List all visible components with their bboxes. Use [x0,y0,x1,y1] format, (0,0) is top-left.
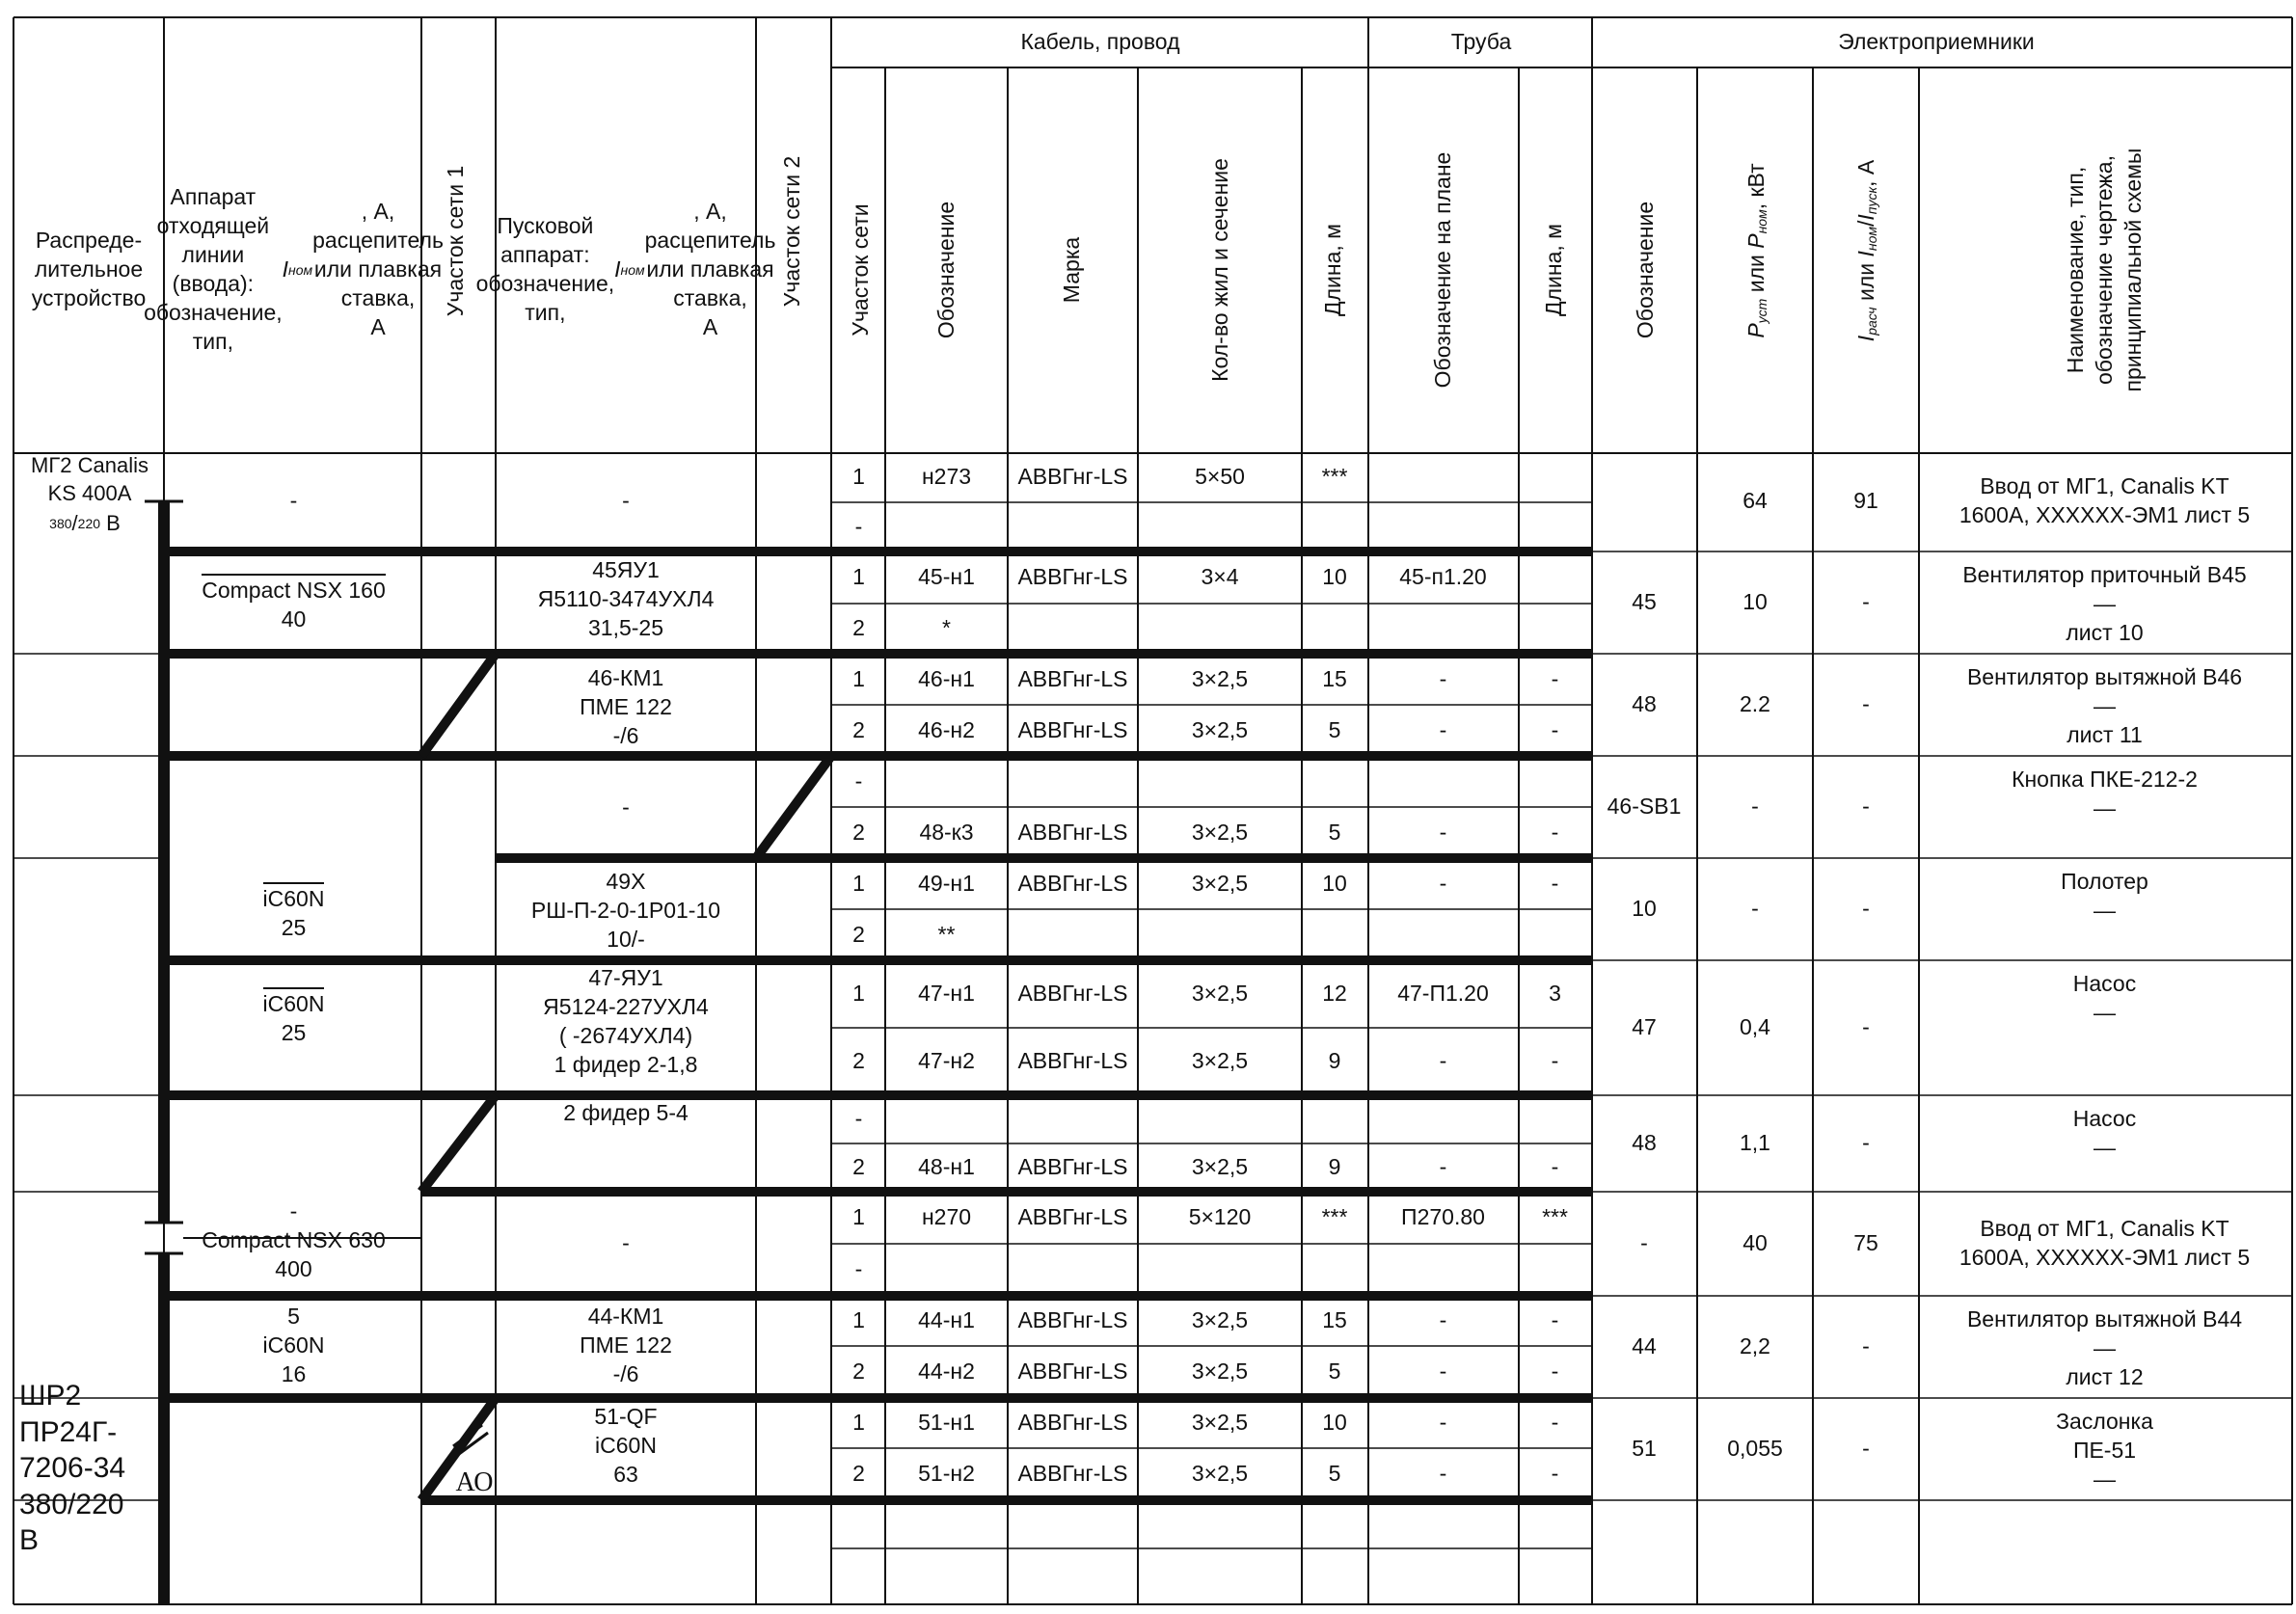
cable-cell-brand [1008,758,1138,805]
cable-cell-pipe-plan: - [1439,665,1447,691]
cable-cell-pipe-plan: - [1439,1154,1447,1180]
receiver-name: Вентилятор вытяжной В46 — лист 11 [1966,664,2243,747]
receiver-current: - [1862,1014,1870,1040]
header-recv-power: $P_{уст}$ или $P_{ном}$, кВт [1743,163,1770,338]
starter-49x: 49X РШ-П-2-0-1Р01-10 10/- [530,869,721,952]
header-cable-section: Участок сети [848,203,874,336]
starter-46-km1: 46-КМ1 ПМЕ 122 -/6 [580,665,672,748]
cable-cell-designation [885,1097,1008,1142]
cable-cell-pipe-plan: - [1439,1048,1447,1074]
cable-cell-designation [885,504,1008,550]
receiver-current: 75 [1853,1230,1878,1256]
cable-cell-designation: 48-к3 [919,819,974,845]
cable-cell-section: 1 [852,665,865,691]
starter-input-mg1: - [622,1230,630,1256]
cable-cell-length: 10 [1322,870,1347,896]
cable-cell-cores: 3×2,5 [1191,1307,1249,1333]
receiver-current: - [1862,896,1870,922]
cable-cell-pipe-length [1519,1550,1591,1595]
cable-cell-pipe-length [1519,1246,1591,1294]
receiver-designation: 48 [1632,1130,1657,1156]
receiver-name: Насос — [2072,1106,2137,1160]
header-pipe-length: Длина, м [1541,224,1567,316]
cable-cell-pipe-plan: П270.80 [1401,1204,1485,1230]
cable-cell-section: 2 [852,819,865,845]
starter-feeder-2: 2 фидер 5-4 [563,1100,689,1125]
receiver-power: 0,4 [1740,1014,1770,1040]
cable-cell-brand: АВВГнг-LS [1017,1358,1128,1385]
cable-cell-cores: 3×2,5 [1191,1461,1249,1487]
cable-cell-brand: АВВГнг-LS [1017,1307,1128,1333]
cable-cell-length: 10 [1322,1410,1347,1436]
cable-cell-pipe-length: - [1551,1048,1559,1074]
cable-cell-brand: АВВГнг-LS [1017,819,1128,845]
receiver-current: - [1862,1436,1870,1462]
cable-cell-cores: 3×2,5 [1191,1410,1249,1436]
header-pipe-group: Труба [1450,29,1512,55]
receiver-designation: 10 [1632,896,1657,922]
cable-cell-pipe-length [1519,453,1591,500]
cable-cell-cores [1138,504,1302,550]
outgoing-device-compact-nsx630: - Compact NSX 630 400 [202,1198,386,1281]
outgoing-device-compact-nsx160: Compact NSX 160 40 [166,559,421,648]
receiver-current: - [1862,1130,1870,1156]
cable-cell-cores [1138,1550,1302,1595]
receiver-current: 91 [1853,488,1878,514]
cable-cell-cores: 3×2,5 [1191,1358,1249,1385]
header-cable-group: Кабель, провод [1020,29,1180,55]
cable-cell-section: - [854,767,863,794]
cable-cell-length [1302,1246,1367,1294]
receiver-designation [1591,455,1697,548]
starter-input-mg2: - [622,488,630,514]
cable-cell-brand: АВВГнг-LS [1017,1048,1128,1074]
receiver-power: 2.2 [1740,691,1770,717]
cable-cell-cores: 5×50 [1195,463,1245,489]
cable-cell-pipe-plan: 47-П1.20 [1397,981,1489,1007]
cable-cell-pipe-plan: - [1439,819,1447,845]
cable-cell-pipe-plan [1367,1097,1519,1142]
cable-cell-cores: 3×2,5 [1191,665,1249,691]
cable-cell-length: 5 [1328,716,1341,742]
cable-cell-designation: 46-н1 [918,665,975,691]
cable-cell-pipe-plan [1367,453,1519,500]
cable-cell-section: 1 [852,1307,865,1333]
receiver-power: 2,2 [1740,1333,1770,1359]
cable-cell-cores [1138,758,1302,805]
cable-cell-length [1302,605,1367,652]
cable-cell-pipe-plan [1367,1246,1519,1294]
header-recv-designation: Обозначение [1633,201,1659,339]
starter-45yau1: 45ЯУ1 Я5110-3474УХЛ4 31,5-25 [537,557,715,640]
header-cable-brand: Марка [1059,236,1085,304]
cable-cell-brand: АВВГнг-LS [1017,1461,1128,1487]
cable-cell-cores: 3×2,5 [1191,1048,1249,1074]
cable-cell-designation: ** [937,921,956,947]
cable-cell-length: 10 [1322,564,1347,590]
cable-cell-length: *** [1321,1204,1348,1230]
receiver-current: - [1862,794,1870,820]
cable-cell-length: 9 [1328,1154,1341,1180]
header-pipe-plan: Обозначение на плане [1430,151,1456,389]
header-cable-designation: Обозначение [933,201,959,339]
cable-cell-cores [1138,911,1302,958]
receiver-name: Заслонка ПЕ-51 — [2056,1409,2153,1492]
header-receivers-group: Электроприемники [1838,29,2035,55]
cable-cell-pipe-length: - [1551,1461,1559,1487]
cable-cell-length: 12 [1322,981,1347,1007]
cable-cell-length: 9 [1328,1048,1341,1074]
cable-cell-cores: 3×2,5 [1191,870,1249,896]
cable-cell-designation: 47-н1 [918,981,975,1007]
cable-cell-designation: 46-н2 [918,716,975,742]
header-cable-cores: Кол-во жил и сечение [1207,158,1233,382]
cable-cell-pipe-length [1519,911,1591,958]
cable-cell-pipe-plan: - [1439,1307,1447,1333]
cable-cell-designation [885,758,1008,805]
starter-button-row: - [622,794,630,820]
receiver-power: 10 [1742,589,1768,615]
cable-cell-designation: * [942,615,951,641]
cable-cell-pipe-plan [1367,1502,1519,1547]
cable-cell-pipe-length: - [1551,1358,1559,1385]
receiver-power: 64 [1742,488,1768,514]
receiver-name: Кнопка ПКЕ-212-2 — [2012,767,2198,820]
header-network-section-1: Участок сети 1 [443,165,469,317]
receiver-designation: 44 [1632,1333,1657,1359]
cable-cell-cores: 5×120 [1188,1204,1252,1230]
cable-cell-pipe-length: - [1551,819,1559,845]
receiver-designation: - [1640,1230,1648,1256]
distributor-shr2-label: ШР2 ПР24Г- 7206-34 380/220 В [19,1380,126,1557]
cable-cell-section: 1 [852,463,865,489]
cable-cell-section: 1 [852,1410,865,1436]
cable-cell-pipe-plan [1367,1550,1519,1595]
cable-cell-brand: АВВГнг-LS [1017,1204,1128,1230]
receiver-name: Ввод от МГ1, Canalis KT 1600A, XXXXXX-ЭМ1 лист 5 [1958,1216,2251,1270]
receiver-current: - [1862,589,1870,615]
receiver-designation: 45 [1632,589,1657,615]
header-network-section-2: Участок сети 2 [779,155,805,308]
header-recv-current: $I_{расч}$ или $I_{ном}/I_{пуск}$, А [1853,159,1880,342]
cable-cell-pipe-length: - [1551,716,1559,742]
cable-cell-pipe-plan [1367,605,1519,652]
starter-51-qf: 51-QF iC60N 63 [594,1404,658,1487]
cable-cell-cores: 3×2,5 [1191,1154,1249,1180]
cable-cell-pipe-plan: 45-п1.20 [1399,564,1487,590]
cable-cell-section: 2 [852,1154,865,1180]
receiver-current: - [1862,1333,1870,1359]
receiver-designation: 51 [1632,1436,1657,1462]
cable-cell-pipe-plan: - [1439,1461,1447,1487]
cable-cell-section: 1 [852,870,865,896]
cable-cell-length [1302,1550,1367,1595]
cable-cell-length: 5 [1328,1461,1341,1487]
distributor-mg2-label: МГ2 Canalis KS 400A [31,453,149,505]
cable-cell-cores [1138,1097,1302,1142]
cable-cell-pipe-length [1519,758,1591,805]
cable-cell-pipe-plan: - [1439,1358,1447,1385]
cable-cell-brand: АВВГнг-LS [1017,463,1128,489]
receiver-designation: 48 [1632,691,1657,717]
receiver-power: - [1751,794,1759,820]
cable-cell-section: 1 [852,1204,865,1230]
cable-cell-length: 15 [1322,1307,1347,1333]
cable-cell-brand [1008,605,1138,652]
cable-cell-cores: 3×2,5 [1191,819,1249,845]
cable-cell-designation: 48-н1 [918,1154,975,1180]
starter-44-km1: 44-КМ1 ПМЕ 122 -/6 [580,1304,672,1386]
cable-cell-designation [885,1246,1008,1294]
cable-cell-pipe-plan [1367,504,1519,550]
cable-cell-brand [1008,1502,1138,1547]
header-distributor: Распреде- лительное устройство [31,228,147,310]
cable-cell-brand: АВВГнг-LS [1017,1154,1128,1180]
cable-cell-pipe-length: 3 [1549,981,1561,1007]
cable-cell-pipe-length: *** [1542,1204,1568,1230]
cable-cell-brand: АВВГнг-LS [1017,1410,1128,1436]
cable-cell-pipe-plan: - [1439,1410,1447,1436]
cable-cell-pipe-length: - [1551,1154,1559,1180]
cable-cell-designation: 51-н2 [918,1461,975,1487]
cable-cell-brand: АВВГнг-LS [1017,981,1128,1007]
breaker-label-ao: АО [455,1466,494,1497]
cable-cell-brand [1008,1246,1138,1294]
cable-cell-length [1302,1502,1367,1547]
cable-cell-pipe-plan: - [1439,870,1447,896]
cable-cell-pipe-length: - [1551,1307,1559,1333]
cable-cell-section: 2 [852,1358,865,1385]
cable-cell-pipe-length [1519,504,1591,550]
cable-cell-cores [1138,1502,1302,1547]
cable-cell-designation [885,1550,1008,1595]
receiver-name: Полотер — [2061,869,2148,923]
cable-cell-section: - [854,513,863,539]
cable-cell-length [1302,758,1367,805]
cable-cell-section: 2 [852,1461,865,1487]
cable-cell-brand [1008,1097,1138,1142]
cable-cell-cores: 3×4 [1201,564,1239,590]
receiver-current: - [1862,691,1870,717]
outgoing-device-ic60n-a: iC60N 25 [166,861,421,963]
cable-cell-section [832,1502,885,1547]
receiver-power: - [1751,896,1759,922]
cable-cell-section: - [854,1106,863,1132]
cable-cell-pipe-length: - [1551,665,1559,691]
cable-cell-pipe-length [1519,553,1591,602]
receiver-designation: 47 [1632,1014,1657,1040]
cable-cell-designation: н270 [921,1204,972,1230]
cable-cell-designation: 44-н1 [918,1307,975,1333]
cable-cell-pipe-length [1519,1502,1591,1547]
cable-cell-length [1302,911,1367,958]
cable-cell-designation: 47-н2 [918,1048,975,1074]
cable-cell-designation: 49-н1 [918,870,975,896]
receiver-name: Вентилятор вытяжной В44 — лист 12 [1966,1306,2243,1389]
cable-cell-length [1302,1097,1367,1142]
cable-cell-length [1302,504,1367,550]
cable-cell-cores [1138,1246,1302,1294]
header-outgoing-device: Аппарат отходящей линии (ввода): обозначение, тип, I ном , А, расцепитель или плавкая ставка, А [144,184,444,354]
cable-cell-brand: АВВГнг-LS [1017,564,1128,590]
cable-cell-brand: АВВГнг-LS [1017,870,1128,896]
header-starter: Пусковой аппарат: обозначение, тип, I ном , А, расцепитель или плавкая ставка, А [475,199,776,339]
cable-cell-section: 2 [852,921,865,947]
outgoing-device-ic60n-b: iC60N 25 [166,966,421,1068]
cable-cell-cores: 3×2,5 [1191,981,1249,1007]
cable-cell-length: 5 [1328,1358,1341,1385]
receiver-name: Насос — [2072,971,2137,1025]
cable-cell-section: 1 [852,564,865,590]
receiver-name: Ввод от МГ1, Canalis KT 1600A, XXXXXX-ЭМ1 лист 5 [1958,473,2251,527]
cable-cell-brand: АВВГнг-LS [1017,665,1128,691]
cable-cell-pipe-plan [1367,758,1519,805]
cable-cell-cores [1138,605,1302,652]
cable-cell-brand [1008,1550,1138,1595]
cable-cell-section: - [854,1256,863,1282]
receiver-power: 0,055 [1727,1436,1783,1462]
cable-cell-pipe-length: - [1551,1410,1559,1436]
cable-cell-designation [885,1502,1008,1547]
starter-47-yau1: 47-ЯУ1 Я5124-227УХЛ4 ( -2674УХЛ4) 1 фидер 2-1,8 [543,965,709,1077]
cable-cell-section: 2 [852,1048,865,1074]
cable-cell-length: *** [1321,463,1348,489]
distributor-mg2-voltage: 380 / 220 В [49,510,121,535]
cable-cell-brand [1008,911,1138,958]
receiver-power: 40 [1742,1230,1768,1256]
cable-cell-section: 1 [852,981,865,1007]
cable-cell-designation: 45-н1 [918,564,975,590]
receiver-designation: 46-SB1 [1607,794,1682,820]
cable-cell-designation: н273 [921,463,972,489]
cable-cell-pipe-length [1519,605,1591,652]
outgoing-device-ic60n-c: 5 iC60N 16 [262,1304,325,1386]
cable-cell-section [832,1550,885,1595]
cable-cell-designation: 51-н1 [918,1410,975,1436]
receiver-name: Вентилятор приточный В45 — лист 10 [1962,562,2247,645]
cable-cell-pipe-plan: - [1439,716,1447,742]
cable-cell-length: 5 [1328,819,1341,845]
header-cable-length: Длина, м [1320,224,1346,316]
cable-cell-pipe-length: - [1551,870,1559,896]
cable-cell-section: 2 [852,716,865,742]
header-recv-name: Наименование, тип, обозначение чертежа, принципиальной схемы [2063,148,2146,392]
cable-cell-designation: 44-н2 [918,1358,975,1385]
cable-cell-length: 15 [1322,665,1347,691]
cable-cell-brand: АВВГнг-LS [1017,716,1128,742]
receiver-power: 1,1 [1740,1130,1770,1156]
outgoing-device-input-mg2: - [289,488,298,514]
cable-cell-pipe-length [1519,1097,1591,1142]
cable-cell-section: 2 [852,615,865,641]
cable-cell-brand [1008,504,1138,550]
cable-cell-pipe-plan [1367,911,1519,958]
cable-cell-cores: 3×2,5 [1191,716,1249,742]
